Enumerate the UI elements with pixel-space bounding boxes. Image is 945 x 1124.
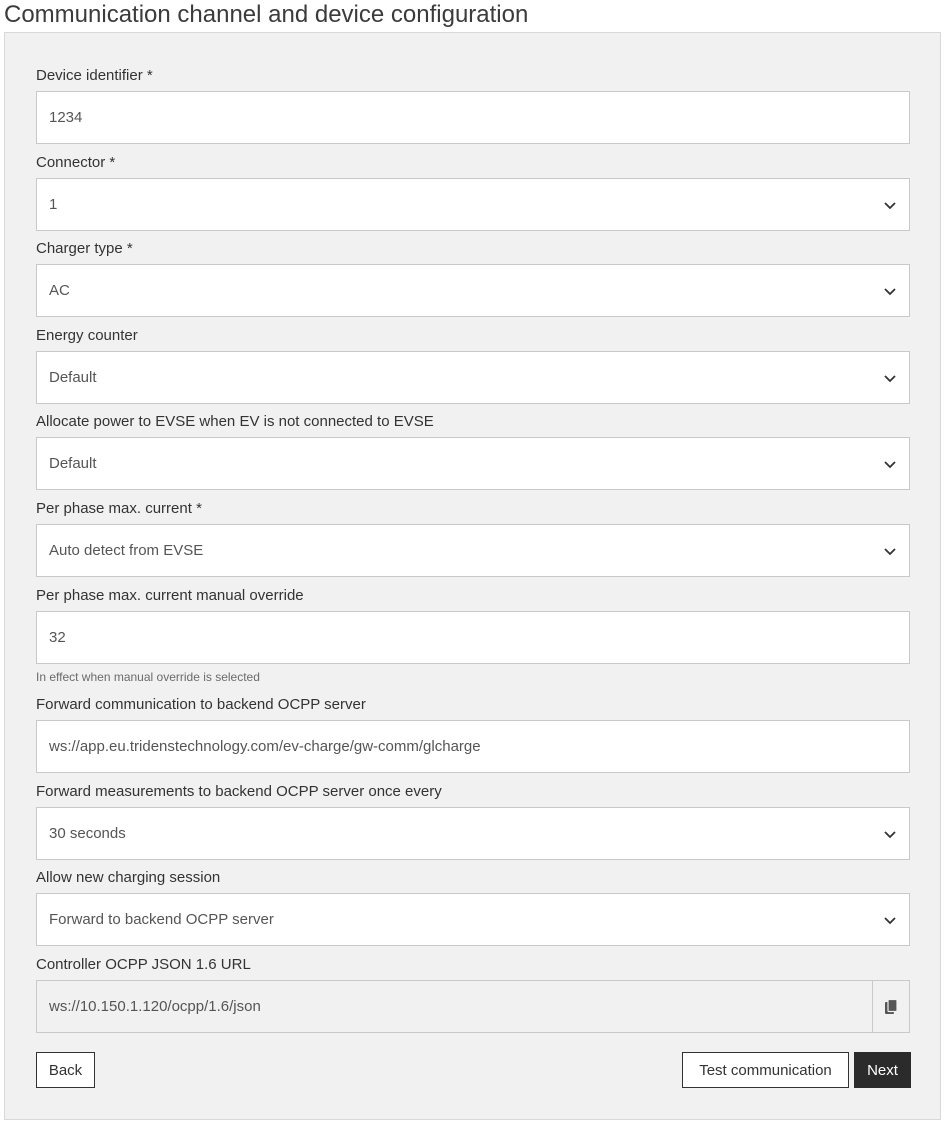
connector-select[interactable] [36,178,910,231]
forward-measurements-field [36,783,910,860]
per-phase-override-hint: In effect when manual override is selected [36,670,260,684]
controller-url-field [36,956,910,1033]
per-phase-override-input[interactable] [36,611,910,664]
per-phase-override-label: Per phase max. current manual override [36,587,304,604]
test-communication-button[interactable]: Test communication [682,1052,849,1088]
connector-label: Connector * [36,154,116,171]
chevron-down-icon [883,827,897,841]
per-phase-max-current-value: Auto detect from EVSE [49,542,204,559]
allow-new-session-value: Forward to backend OCPP server [49,911,274,928]
configuration-form [4,32,941,1120]
device-identifier-label: Device identifier * [36,67,153,84]
charger-type-value: AC [49,282,70,299]
allocate-power-field [36,413,910,490]
per-phase-max-current-field [36,500,910,577]
device-identifier-field [36,67,910,144]
chevron-down-icon [883,457,897,471]
chevron-down-icon [883,544,897,558]
chevron-down-icon [883,198,897,212]
chevron-down-icon [883,284,897,298]
device-identifier-value: 1234 [49,109,83,126]
energy-counter-label: Energy counter [36,327,138,344]
forward-communication-input[interactable] [36,720,910,773]
forward-measurements-value: 30 seconds [49,825,126,842]
charger-type-field [36,240,910,317]
charger-type-label: Charger type * [36,240,133,257]
per-phase-override-field [36,587,910,684]
back-button[interactable]: Back [36,1052,95,1088]
allow-new-session-field [36,869,910,946]
controller-url-input[interactable] [36,980,910,1033]
forward-measurements-label: Forward measurements to backend OCPP server once every [36,783,442,800]
per-phase-override-value: 32 [49,629,66,646]
allow-new-session-select[interactable] [36,893,910,946]
allocate-power-label: Allocate power to EVSE when EV is not connected to EVSE [36,413,434,430]
per-phase-max-current-select[interactable] [36,524,910,577]
connector-field [36,154,910,231]
chevron-down-icon [883,371,897,385]
energy-counter-value: Default [49,369,97,386]
per-phase-max-current-label: Per phase max. current * [36,500,202,517]
copy-icon [884,999,898,1015]
energy-counter-select[interactable] [36,351,910,404]
page-title: Communication channel and device configuration [4,1,529,28]
allocate-power-select[interactable] [36,437,910,490]
energy-counter-field [36,327,910,404]
next-button[interactable]: Next [854,1052,911,1088]
allow-new-session-label: Allow new charging session [36,869,221,886]
forward-communication-value: ws://app.eu.tridenstechnology.com/ev-charge/gw-comm/glcharge [49,738,481,755]
copy-url-button[interactable] [872,981,909,1032]
controller-url-value: ws://10.150.1.120/ocpp/1.6/json [49,998,261,1015]
device-identifier-input[interactable] [36,91,910,144]
charger-type-select[interactable] [36,264,910,317]
forward-communication-label: Forward communication to backend OCPP server [36,696,366,713]
connector-value: 1 [49,196,58,213]
allocate-power-value: Default [49,455,97,472]
forward-communication-field [36,696,910,773]
forward-measurements-select[interactable] [36,807,910,860]
chevron-down-icon [883,913,897,927]
controller-url-label: Controller OCPP JSON 1.6 URL [36,956,251,973]
